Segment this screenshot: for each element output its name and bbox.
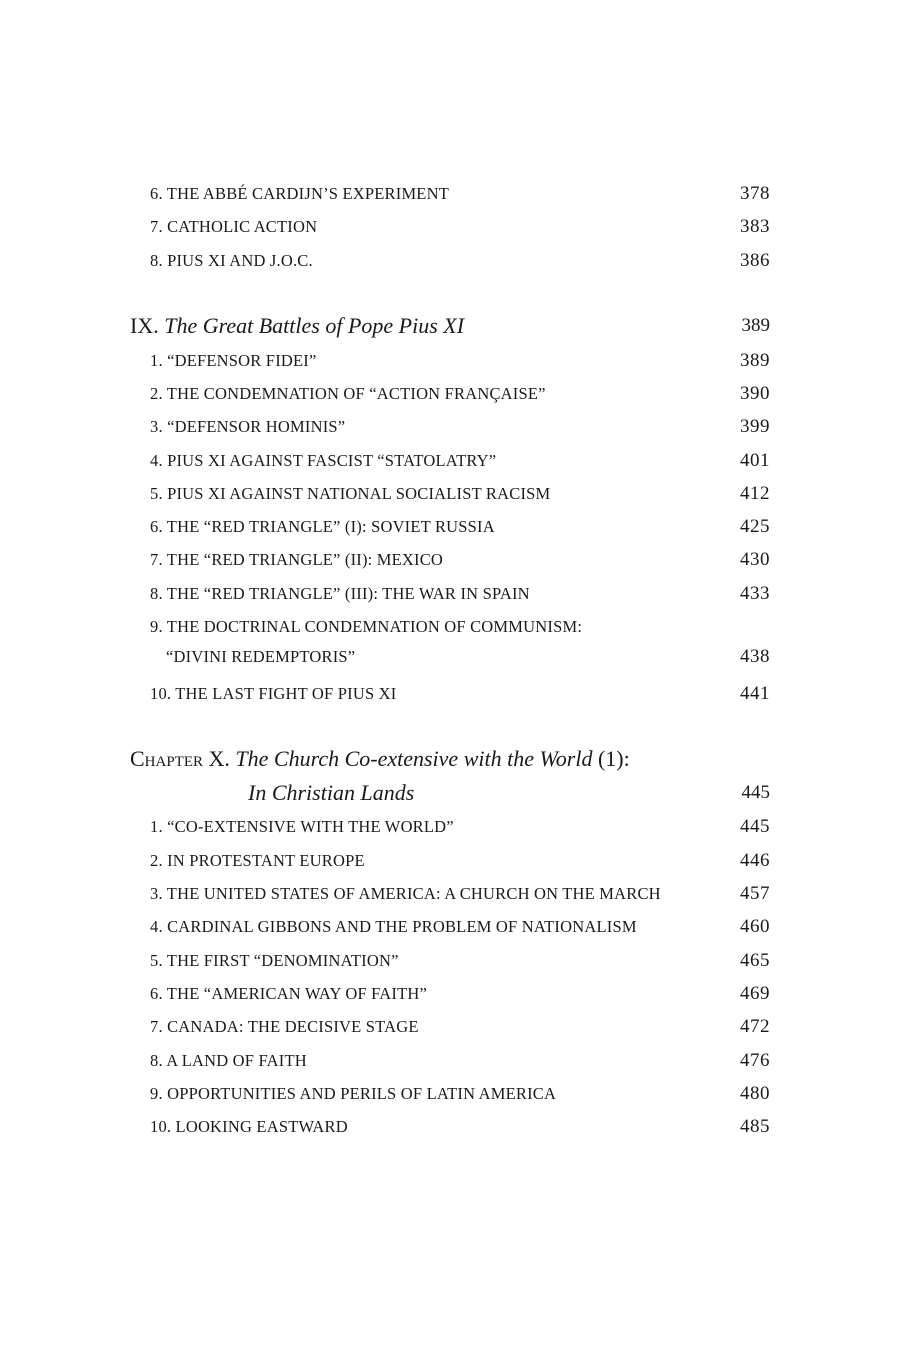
toc-entry [150,448,770,474]
entry-page: 445 [740,816,770,837]
toc-entry [150,547,770,573]
entry-title: 9. OPPORTUNITIES AND PERILS OF LATIN AMERICA [150,1084,557,1103]
chapter-heading-ix [130,311,770,341]
toc-entry [150,614,770,640]
entry-title: 1. “DEFENSOR FIDEI” [150,351,317,370]
entry-title: 5. THE FIRST “DENOMINATION” [150,951,399,970]
toc-entry [150,1081,770,1107]
entry-title: 10. THE LAST FIGHT OF PIUS XI [150,684,397,703]
entry-title: 3. THE UNITED STATES OF AMERICA: A CHURCH ON THE MARCH [150,884,661,903]
entry-title: 7. CANADA: THE DECISIVE STAGE [150,1017,419,1036]
chapter-heading-x-line2 [248,778,770,808]
toc-entry [150,914,770,940]
entry-title: 4. PIUS XI AGAINST FASCIST “STATOLATRY” [150,451,497,470]
entry-title: 4. CARDINAL GIBBONS AND THE PROBLEM OF NATIONALISM [150,917,637,936]
entry-title: 5. PIUS XI AGAINST NATIONAL SOCIALIST RACISM [150,484,551,503]
entry-page: 476 [740,1050,770,1071]
entry-title: 8. THE “RED TRIANGLE” (III): THE WAR IN SPAIN [150,584,530,603]
toc-entry [150,881,770,907]
entry-page: 399 [740,416,770,437]
entry-page: 457 [740,883,770,904]
entry-title: 8. PIUS XI AND J.O.C. [150,251,313,270]
entry-page: 480 [740,1083,770,1104]
toc-entry [150,348,770,374]
entry-title: 8. A LAND OF FAITH [150,1051,307,1070]
entry-title: 10. LOOKING EASTWARD [150,1117,348,1136]
toc-entry [150,814,770,840]
entry-title: 3. “DEFENSOR HOMINIS” [150,417,346,436]
chapter-number: Chapter X. [130,746,230,771]
toc-entry [150,514,770,540]
entry-title: 9. THE DOCTRINAL CONDEMNATION OF COMMUNISM: [150,617,583,636]
entry-page: 425 [740,516,770,537]
toc-entry [150,214,770,240]
entry-title: 6. THE ABBÉ CARDIJN’S EXPERIMENT [150,184,449,203]
entry-page: 433 [740,583,770,604]
entry-page: 465 [740,950,770,971]
entry-page: 430 [740,549,770,570]
entry-title-continuation: “DIVINI REDEMPTORIS” [166,647,356,666]
toc-entry [150,181,770,207]
entry-page: 460 [740,916,770,937]
entry-page: 401 [740,450,770,471]
entry-title: 6. THE “RED TRIANGLE” (I): SOVIET RUSSIA [150,517,495,536]
entry-page: 386 [740,250,770,271]
chapter-title-suffix: (1): [592,746,630,771]
toc-entry [150,381,770,407]
entry-title: 7. THE “RED TRIANGLE” (II): MEXICO [150,550,444,569]
toc-entry [150,248,770,274]
toc-entry [150,581,770,607]
entry-page: 378 [740,183,770,204]
chapter-title: The Church Co-extensive with the World [235,746,593,771]
toc-entry [150,981,770,1007]
toc-entry [150,948,770,974]
entry-page: 446 [740,850,770,871]
entry-title: 2. THE CONDEMNATION OF “ACTION FRANÇAISE” [150,384,546,403]
entry-page: 469 [740,983,770,1004]
chapter-page: 389 [741,315,770,336]
entry-page: 441 [740,683,770,704]
toc-entry [150,1048,770,1074]
entry-page: 485 [740,1116,770,1137]
entry-page: 438 [740,646,770,667]
entry-page: 472 [740,1016,770,1037]
entry-page: 383 [740,216,770,237]
toc-entry [150,414,770,440]
toc-entry [150,848,770,874]
entry-page: 389 [740,350,770,371]
chapter-title: The Great Battles of Pope Pius XI [164,313,465,338]
chapter-heading-x [130,744,770,774]
toc-entry [150,1014,770,1040]
entry-title: 2. IN PROTESTANT EUROPE [150,851,365,870]
chapter-title-continuation: In Christian Lands [248,780,415,805]
entry-title: 1. “CO-EXTENSIVE WITH THE WORLD” [150,817,454,836]
entry-title: 7. CATHOLIC ACTION [150,217,318,236]
toc-entry-continuation [150,644,770,670]
toc-entry [150,481,770,507]
chapter-number: IX. [130,313,159,338]
chapter-page: 445 [741,782,770,803]
entry-title: 6. THE “AMERICAN WAY OF FAITH” [150,984,428,1003]
toc-entry [150,1114,770,1140]
toc-entry [150,681,770,707]
entry-page: 412 [740,483,770,504]
entry-page: 390 [740,383,770,404]
